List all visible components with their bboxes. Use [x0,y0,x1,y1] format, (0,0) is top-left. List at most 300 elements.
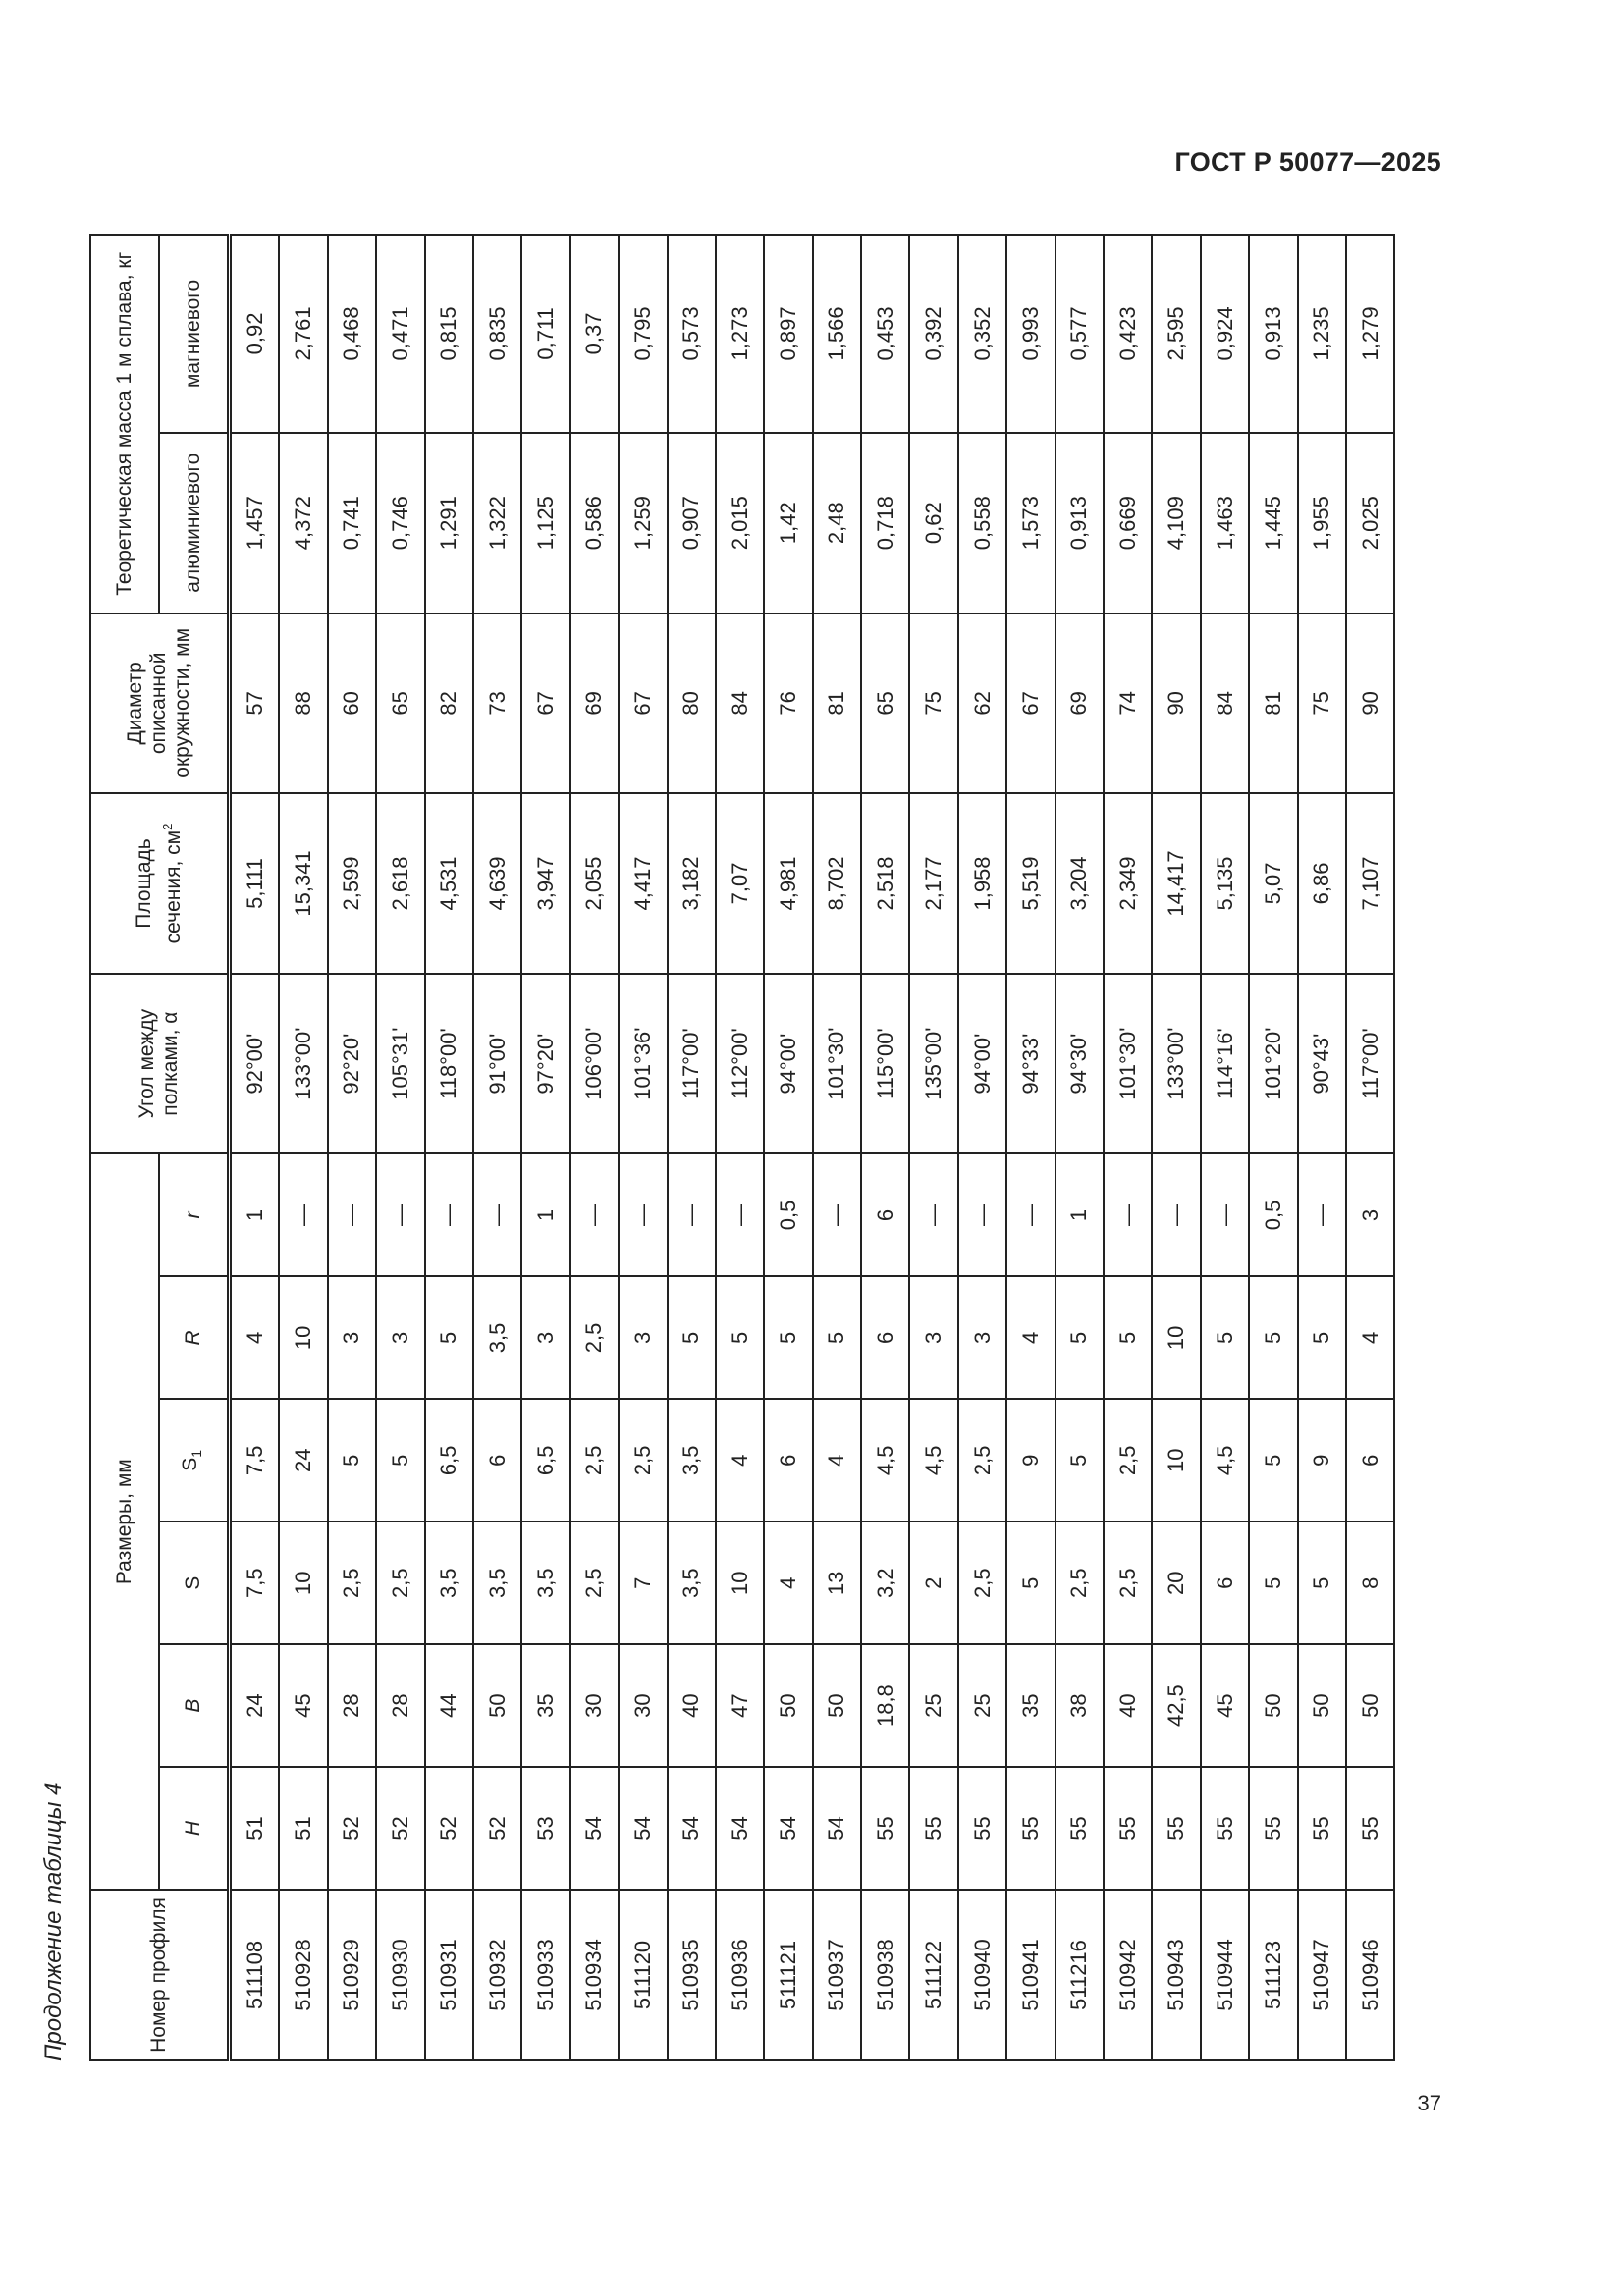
table-cell: 101°36' [619,974,667,1154]
table-cell: 55 [909,1767,957,1890]
table-cell: 5 [1201,1276,1249,1399]
table-cell: — [1006,1153,1055,1276]
table-cell: 8 [1346,1522,1394,1644]
table-cell: 67 [1006,614,1055,794]
table-cell: 9 [1298,1399,1346,1522]
table-cell: 45 [279,1644,327,1767]
table-cell: 35 [521,1644,569,1767]
table-cell: 2,5 [1056,1522,1104,1644]
table-cell: 53 [521,1767,569,1890]
col-R: R [159,1276,230,1399]
table-cell: 0,37 [570,235,619,433]
table-cell: 55 [1056,1767,1104,1890]
rotated-table-container [19,234,1382,2061]
table-row [764,235,812,2060]
table-cell: 91°00' [473,974,521,1154]
table-cell: 2,5 [1104,1399,1152,1522]
table-cell: 5,519 [1006,793,1055,974]
table-cell: — [813,1153,861,1276]
table-cell: 52 [425,1767,473,1890]
col-mass-al: алюминиевого [159,433,230,614]
table-cell: 4,5 [909,1399,957,1522]
table-cell: 3,5 [425,1522,473,1644]
table-row [1298,235,1346,2060]
table-cell: 47 [716,1644,764,1767]
table-row [1201,235,1249,2060]
table-cell: 6 [473,1399,521,1522]
table-cell: 90°43' [1298,974,1346,1154]
table-cell: 54 [570,1767,619,1890]
table-cell: — [279,1153,327,1276]
table-cell: 51 [230,1767,280,1890]
table-row [813,235,861,2060]
table-cell: 5 [764,1276,812,1399]
table-cell: 510928 [279,1890,327,2060]
table-cell: 2,48 [813,433,861,614]
table-cell: 2,5 [958,1522,1006,1644]
table-cell: 81 [1249,614,1297,794]
table-cell: 94°00' [958,974,1006,1154]
table-cell: 67 [521,614,569,794]
table-cell: 94°00' [764,974,812,1154]
table-cell: 510937 [813,1890,861,2060]
col-S1: $S_1$ [159,1399,230,1522]
table-cell: — [1152,1153,1200,1276]
table-cell: 5 [813,1276,861,1399]
table-cell: 510929 [328,1890,376,2060]
table-cell: 5 [1298,1522,1346,1644]
table-cell: 511121 [764,1890,812,2060]
table-cell: 55 [1104,1767,1152,1890]
table-cell: 45 [1201,1644,1249,1767]
table-cell: 10 [716,1522,764,1644]
table-cell: 0,815 [425,235,473,433]
table-cell: 1,235 [1298,235,1346,433]
table-cell: 62 [958,614,1006,794]
table-cell: 5 [376,1399,424,1522]
table-cell: 5 [1104,1276,1152,1399]
table-cell: 0,669 [1104,433,1152,614]
table-row [521,235,569,2060]
table-cell: 4,639 [473,793,521,974]
table-cell: 7,107 [1346,793,1394,974]
table-cell: 3,182 [668,793,716,974]
table-cell: 2 [909,1522,957,1644]
table-cell: 135°00' [909,974,957,1154]
table-cell: 5 [1249,1399,1297,1522]
table-cell: 0,746 [376,433,424,614]
profiles-table [89,234,1395,2061]
col-diameter: Диаметр описанной окружности, мм [90,614,230,794]
table-cell: 10 [1152,1399,1200,1522]
table-cell: 0,913 [1056,433,1104,614]
table-cell: — [909,1153,957,1276]
table-row [328,235,376,2060]
table-row [570,235,619,2060]
table-cell: 2,618 [376,793,424,974]
table-cell: 2,5 [570,1399,619,1522]
table-cell: 5 [1006,1522,1055,1644]
table-cell: 2,518 [861,793,909,974]
table-cell: 4 [716,1399,764,1522]
table-cell: 92°00' [230,974,280,1154]
table-cell: 6 [861,1276,909,1399]
table-cell: 69 [570,614,619,794]
table-cell: 117°00' [668,974,716,1154]
table-cell: 0,577 [1056,235,1104,433]
table-cell: 50 [764,1644,812,1767]
table-cell: 4,109 [1152,433,1200,614]
table-row [716,235,764,2060]
table-cell: 1,291 [425,433,473,614]
table-cell: 3 [958,1276,1006,1399]
table-cell: 7,5 [230,1522,280,1644]
table-cell: 6,5 [425,1399,473,1522]
table-cell: 511216 [1056,1890,1104,2060]
table-cell: — [473,1153,521,1276]
table-cell: 4,417 [619,793,667,974]
table-cell: 0,741 [328,433,376,614]
table-cell: 30 [619,1644,667,1767]
table-cell: 2,055 [570,793,619,974]
table-row [425,235,473,2060]
table-cell: 90 [1346,614,1394,794]
table-cell: 2,5 [570,1276,619,1399]
table-cell: 0,835 [473,235,521,433]
table-cell: 73 [473,614,521,794]
table-cell: 510933 [521,1890,569,2060]
table-cell: 4,5 [1201,1399,1249,1522]
table-cell: 114°16' [1201,974,1249,1154]
table-cell: 511123 [1249,1890,1297,2060]
table-cell: 2,599 [328,793,376,974]
table-cell: 2,5 [376,1522,424,1644]
col-S: S [159,1522,230,1644]
table-cell: 5,111 [230,793,280,974]
table-cell: 3 [909,1276,957,1399]
table-cell: 6,86 [1298,793,1346,974]
table-cell: 511108 [230,1890,280,2060]
table-cell: 3 [328,1276,376,1399]
table-cell: 7,5 [230,1399,280,1522]
table-body [230,235,1395,2060]
table-cell: 14,417 [1152,793,1200,974]
table-cell: 1,566 [813,235,861,433]
table-row [376,235,424,2060]
col-area: Площадь сечения, $см^2$ [90,793,230,974]
table-cell: 4 [764,1522,812,1644]
table-cell: 94°30' [1056,974,1104,1154]
table-cell: 1,42 [764,433,812,614]
table-cell: 101°20' [1249,974,1297,1154]
table-cell: 54 [764,1767,812,1890]
table-cell: 117°00' [1346,974,1394,1154]
table-cell: 25 [958,1644,1006,1767]
table-cell: 3,947 [521,793,569,974]
table-cell: 0,423 [1104,235,1152,433]
table-cell: 3,204 [1056,793,1104,974]
table-cell: 1,955 [1298,433,1346,614]
table-cell: 3,2 [861,1522,909,1644]
table-cell: 52 [328,1767,376,1890]
table-cell: 112°00' [716,974,764,1154]
table-cell: 55 [861,1767,909,1890]
table-cell: 50 [813,1644,861,1767]
table-cell: 52 [376,1767,424,1890]
table-cell: 4 [813,1399,861,1522]
table-cell: — [958,1153,1006,1276]
table-cell: 2,5 [619,1399,667,1522]
table-cell: 118°00' [425,974,473,1154]
table-cell: 54 [619,1767,667,1890]
table-cell: 1,322 [473,433,521,614]
table-cell: 54 [716,1767,764,1890]
table-cell: 3 [376,1276,424,1399]
table-cell: 0,558 [958,433,1006,614]
table-row [1104,235,1152,2060]
table-cell: 5 [1056,1276,1104,1399]
table-cell: — [1104,1153,1152,1276]
table-cell: 35 [1006,1644,1055,1767]
page-number: 37 [1417,2091,1441,2115]
table-row [1152,235,1200,2060]
table-cell: 1 [230,1153,280,1276]
table-cell: 5 [328,1399,376,1522]
table-cell: 511120 [619,1890,667,2060]
table-cell: 75 [1298,614,1346,794]
col-H: H [159,1767,230,1890]
table-cell: 1 [521,1153,569,1276]
table-cell: 44 [425,1644,473,1767]
table-cell: 1,259 [619,433,667,614]
table-row [619,235,667,2060]
table-cell: 0,897 [764,235,812,433]
table-cell: 2,177 [909,793,957,974]
table-cell: 4,372 [279,433,327,614]
table-cell: 38 [1056,1644,1104,1767]
table-cell: 10 [279,1276,327,1399]
table-cell: 0,471 [376,235,424,433]
table-cell: 2,5 [570,1522,619,1644]
table-cell: 0,392 [909,235,957,433]
table-cell: 54 [813,1767,861,1890]
table-cell: 1,573 [1006,433,1055,614]
table-cell: 3,5 [473,1276,521,1399]
table-cell: 510947 [1298,1890,1346,2060]
table-row [1006,235,1055,2060]
table-cell: 510936 [716,1890,764,2060]
table-cell: 40 [1104,1644,1152,1767]
table-cell: 1,273 [716,235,764,433]
table-cell: 2,595 [1152,235,1200,433]
table-cell: 65 [861,614,909,794]
table-cell: 4,981 [764,793,812,974]
table-cell: 510932 [473,1890,521,2060]
table-cell: 2,349 [1104,793,1152,974]
table-cell: 2,025 [1346,433,1394,614]
table-cell: — [328,1153,376,1276]
table-row [861,235,909,2060]
table-cell: 1,457 [230,433,280,614]
table-cell: 15,341 [279,793,327,974]
table-row [1346,235,1394,2060]
table-row [1056,235,1104,2060]
table-cell: 40 [668,1644,716,1767]
table-cell: 133°00' [279,974,327,1154]
table-cell: 80 [668,614,716,794]
table-cell: — [1298,1153,1346,1276]
table-cell: 69 [1056,614,1104,794]
table-cell: — [425,1153,473,1276]
table-cell: 60 [328,614,376,794]
table-cell: 6 [861,1153,909,1276]
table-cell: 0,62 [909,433,957,614]
table-cell: 3,5 [668,1399,716,1522]
col-group-mass: Теоретическая масса 1 м сплава, кг [90,235,159,614]
table-cell: 0,993 [1006,235,1055,433]
table-cell: 6 [1201,1522,1249,1644]
table-cell: 3 [521,1276,569,1399]
table-cell: 1,445 [1249,433,1297,614]
table-cell: 28 [376,1644,424,1767]
table-cell: 0,913 [1249,235,1297,433]
table-cell: 55 [1346,1767,1394,1890]
table-cell: 84 [716,614,764,794]
table-cell: 0,795 [619,235,667,433]
table-cell: 2,5 [1104,1522,1152,1644]
table-cell: 90 [1152,614,1200,794]
table-cell: 0,5 [1249,1153,1297,1276]
table-cell: 5 [1249,1276,1297,1399]
table-cell: 106°00' [570,974,619,1154]
col-r: r [159,1153,230,1276]
table-cell: 0,711 [521,235,569,433]
table-cell: 42,5 [1152,1644,1200,1767]
table-cell: 5 [716,1276,764,1399]
table-cell: 7 [619,1522,667,1644]
table-cell: 5 [1249,1522,1297,1644]
table-row [473,235,521,2060]
table-cell: 10 [1152,1276,1200,1399]
table-cell: 5,135 [1201,793,1249,974]
table-cell: 30 [570,1644,619,1767]
table-cell: 0,352 [958,235,1006,433]
table-cell: 510942 [1104,1890,1152,2060]
table-cell: 3,5 [473,1522,521,1644]
table-cell: 101°30' [813,974,861,1154]
table-cell: 13 [813,1522,861,1644]
table-cell: 2,761 [279,235,327,433]
table-cell: 65 [376,614,424,794]
table-cell: 7,07 [716,793,764,974]
table-cell: 0,573 [668,235,716,433]
table-cell: 84 [1201,614,1249,794]
table-cell: 3 [619,1276,667,1399]
table-cell: 0,586 [570,433,619,614]
table-cell: — [668,1153,716,1276]
table-cell: 82 [425,614,473,794]
table-cell: 97°20' [521,974,569,1154]
table-cell: — [716,1153,764,1276]
table-cell: 101°30' [1104,974,1152,1154]
table-row [668,235,716,2060]
table-cell: 55 [1152,1767,1200,1890]
table-cell: 1,463 [1201,433,1249,614]
table-cell: 6,5 [521,1399,569,1522]
table-cell: 0,92 [230,235,280,433]
table-cell: 10 [279,1522,327,1644]
table-cell: 8,702 [813,793,861,974]
table-cell: 4 [230,1276,280,1399]
table-cell: 0,468 [328,235,376,433]
table-cell: 50 [1249,1644,1297,1767]
table-cell: 6 [1346,1399,1394,1522]
table-cell: 51 [279,1767,327,1890]
table-cell: 1,279 [1346,235,1394,433]
table-cell: — [1201,1153,1249,1276]
table-cell: 81 [813,614,861,794]
table-cell: 2,5 [958,1399,1006,1522]
table-row [909,235,957,2060]
table-cell: 510946 [1346,1890,1394,2060]
table-cell: 511122 [909,1890,957,2060]
table-cell: 24 [279,1399,327,1522]
table-cell: 3,5 [668,1522,716,1644]
table-row [1249,235,1297,2060]
table-cell: 510935 [668,1890,716,2060]
table-cell: 52 [473,1767,521,1890]
table-cell: 0,453 [861,235,909,433]
table-cell: 18,8 [861,1644,909,1767]
col-angle: Угол между полками, α [90,974,230,1154]
table-cell: 2,015 [716,433,764,614]
table-row [279,235,327,2060]
table-cell: 510941 [1006,1890,1055,2060]
table-cell: 2,5 [328,1522,376,1644]
col-B: B [159,1644,230,1767]
table-cell: 5 [1056,1399,1104,1522]
table-cell: 9 [1006,1399,1055,1522]
col-mass-mg: магниевого [159,235,230,433]
table-cell: — [376,1153,424,1276]
table-cell: 74 [1104,614,1152,794]
table-cell: 75 [909,614,957,794]
table-cell: 55 [958,1767,1006,1890]
table-cell: 510938 [861,1890,909,2060]
table-cell: 92°20' [328,974,376,1154]
table-row [230,235,280,2060]
table-cell: 0,5 [764,1153,812,1276]
table-cell: 133°00' [1152,974,1200,1154]
table-cell: — [570,1153,619,1276]
table-cell: 510931 [425,1890,473,2060]
table-cell: 20 [1152,1522,1200,1644]
table-cell: 4 [1006,1276,1055,1399]
table-cell: 55 [1006,1767,1055,1890]
table-cell: 510943 [1152,1890,1200,2060]
col-profile-no: Номер профиля [90,1890,230,2060]
table-cell: 24 [230,1644,280,1767]
table-cell: 115°00' [861,974,909,1154]
table-cell: 67 [619,614,667,794]
table-cell: 0,907 [668,433,716,614]
table-cell: 55 [1201,1767,1249,1890]
table-cell: 1,958 [958,793,1006,974]
table-cell: 0,924 [1201,235,1249,433]
table-cell: 510934 [570,1890,619,2060]
table-cell: 28 [328,1644,376,1767]
table-cell: 105°31' [376,974,424,1154]
